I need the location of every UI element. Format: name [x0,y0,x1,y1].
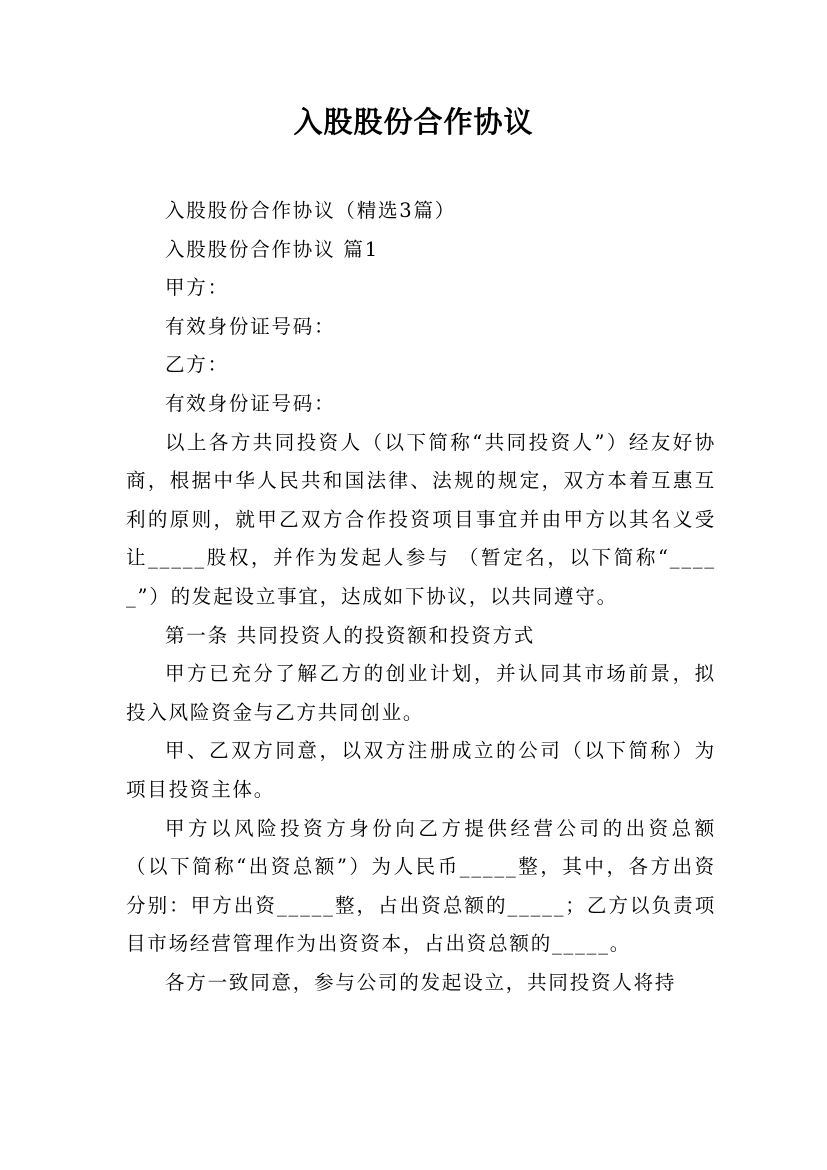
paragraph-section-heading: 入股股份合作协议 篇1 [165,237,379,261]
paragraph-article-1-heading: 第一条 共同投资人的投资额和投资方式 [165,623,536,647]
paragraph-article-1-clause-2: 甲、乙双方同意，以双方注册成立的公司（以下简称）为项目投资主体。 [126,739,716,801]
document-body [126,192,716,1002]
document-title: 入股股份合作协议 [293,105,534,139]
paragraph-party-b-id: 有效身份证号码： [165,391,336,415]
paragraph-article-1-clause-4: 各方一致同意，参与公司的发起设立，共同投资人将持 [165,970,677,994]
paragraph-article-1-clause-1: 甲方已充分了解乙方的创业计划，并认同其市场前景，拟投入风险资金与乙方共同创业。 [126,662,716,724]
paragraph-article-1-clause-3: 甲方以风险投资方身份向乙方提供经营公司的出资总额（以下简称“出资总额”）为人民币_____整，其中，各方出资分别：甲方出资_____整，占出资总额的_____；乙方以负责项目市场经营管理作为出资资本，占出资总额的_____。 [126,816,716,956]
paragraph-party-b: 乙方： [165,353,229,377]
paragraph-party-a-id: 有效身份证号码： [165,314,336,338]
paragraph-party-a: 甲方： [165,276,229,300]
paragraph-subtitle: 入股股份合作协议（精选3篇） [165,199,457,222]
paragraph-preamble: 以上各方共同投资人（以下简称“共同投资人”）经友好协商，根据中华人民共和国法律、法规的规定，双方本着互惠互利的原则，就甲乙双方合作投资项目事宜并由甲方以其名义受让_____股权，并作为发起人参与 （暂定名，以下简称“_____”）的发起设立事宜，达成如下协议，以共同遵守。 [126,430,716,608]
